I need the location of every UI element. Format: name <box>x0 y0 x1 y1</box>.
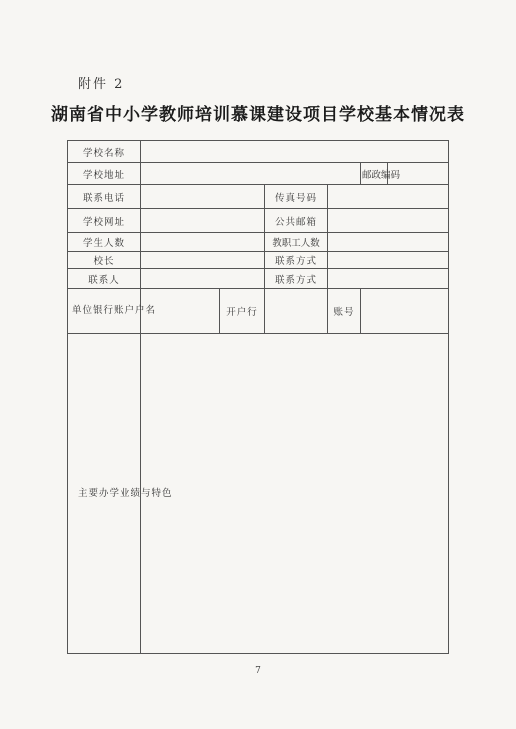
label-phone: 联系电话 <box>68 185 141 209</box>
field-email[interactable] <box>328 209 449 233</box>
page-title: 湖南省中小学教师培训慕课建设项目学校基本情况表 <box>51 105 465 125</box>
row-achievements <box>68 334 449 654</box>
field-phone[interactable] <box>141 185 265 209</box>
row-students <box>68 233 449 252</box>
label-fax: 传真号码 <box>265 185 328 209</box>
label-postcode: 邮政编码 <box>361 163 388 185</box>
label-contact-method-2: 联系方式 <box>265 269 328 289</box>
field-website[interactable] <box>141 209 265 233</box>
row-website <box>68 209 449 233</box>
row-bank <box>68 289 449 334</box>
field-account-no[interactable] <box>361 289 449 334</box>
label-bank: 开户行 <box>220 289 265 334</box>
field-contact-method-1[interactable] <box>328 252 449 269</box>
field-fax[interactable] <box>328 185 449 209</box>
row-school-name <box>68 141 449 163</box>
label-account-no: 账号 <box>328 289 361 334</box>
label-staff: 教职工人数 <box>265 233 328 252</box>
field-students[interactable] <box>141 233 265 252</box>
row-phone <box>68 185 449 209</box>
label-principal: 校长 <box>68 252 141 269</box>
field-achievements[interactable] <box>141 334 449 654</box>
field-principal[interactable] <box>141 252 265 269</box>
field-school-name[interactable] <box>141 141 449 163</box>
label-contact-person: 联系人 <box>68 269 141 289</box>
label-school-name: 学校名称 <box>68 141 141 163</box>
page-number: 7 <box>255 666 261 676</box>
row-principal <box>68 252 449 269</box>
label-bank-account-name: 单位银行账户户名 <box>68 289 141 334</box>
row-contact-person <box>68 269 449 289</box>
field-contact-method-2[interactable] <box>328 269 449 289</box>
label-contact-method-1: 联系方式 <box>265 252 328 269</box>
field-contact-person[interactable] <box>141 269 265 289</box>
row-school-address <box>68 163 449 185</box>
school-info-form <box>67 140 449 654</box>
label-website: 学校网址 <box>68 209 141 233</box>
field-school-address[interactable] <box>141 163 361 185</box>
field-bank[interactable] <box>265 289 328 334</box>
label-school-address: 学校地址 <box>68 163 141 185</box>
field-staff[interactable] <box>328 233 449 252</box>
attachment-label: 附件 2 <box>78 77 125 92</box>
label-achievements: 主要办学业绩与特色 <box>68 334 141 654</box>
label-students: 学生人数 <box>68 233 141 252</box>
label-email: 公共邮箱 <box>265 209 328 233</box>
